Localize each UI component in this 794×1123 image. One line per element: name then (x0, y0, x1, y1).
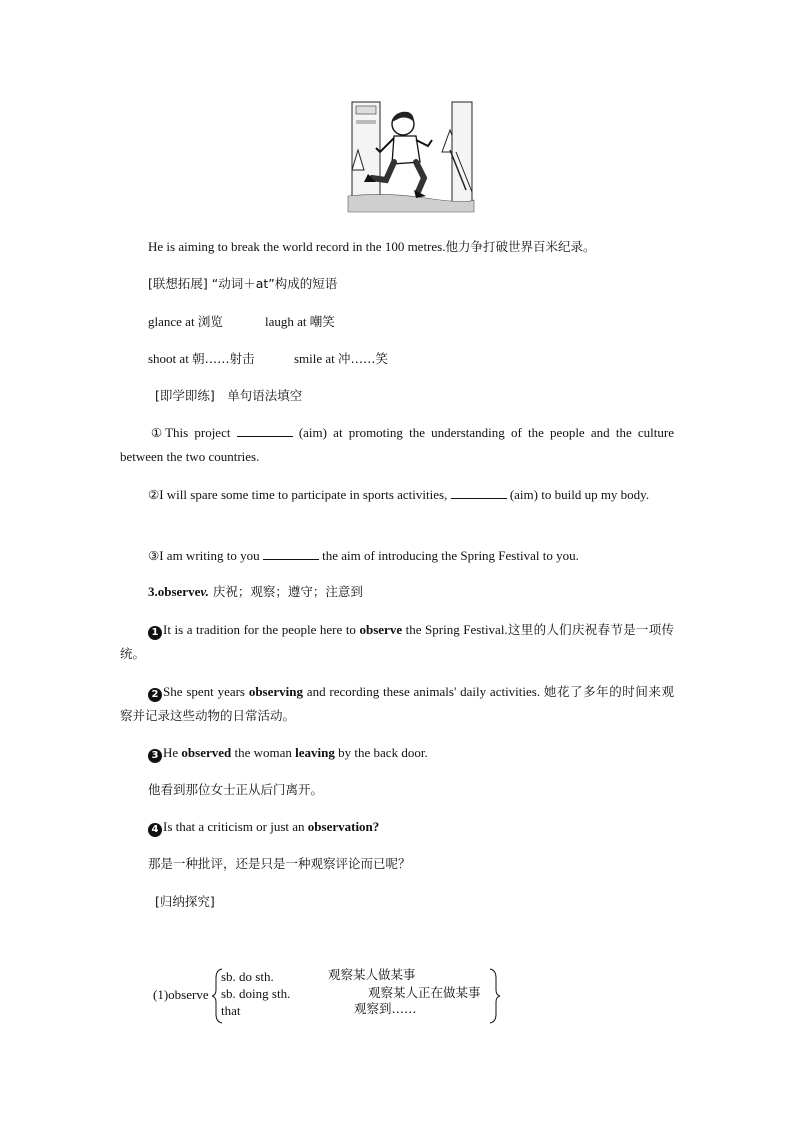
answer-blank[interactable] (263, 547, 319, 560)
right-brace (489, 968, 501, 1024)
answer-blank[interactable] (451, 486, 507, 499)
number-badge: 4 (148, 823, 162, 837)
running-boy-illustration (346, 100, 476, 215)
practice-heading: [即学即练] 单句语法填空 (155, 388, 303, 403)
practice-item-3: ③I am writing to you the aim of introducing the Spring Festival to you. (148, 548, 579, 563)
aim-example-en: He is aiming to break the world record in the 100 metres. (148, 239, 446, 254)
phrase-shoot-at: shoot at 朝……射击 (148, 351, 255, 366)
summary-row-2-en: sb. doing sth. (221, 986, 291, 1001)
summary-row-3-en: that (221, 1003, 241, 1018)
summary-row-3-cn: 观察到…… (354, 1001, 417, 1016)
summary-heading: [归纳探究] (155, 894, 215, 909)
number-badge: 3 (148, 749, 162, 763)
practice-item-2: ②I will spare some time to participate in sports activities, (aim) to build up my body. (148, 487, 650, 502)
summary-lead: (1)observe (153, 987, 209, 1002)
entry-observe-heading: 3.observev. 庆祝；观察；遵守；注意到 (148, 584, 363, 599)
summary-row-2-cn: 观察某人正在做某事 (368, 985, 481, 1000)
observe-example-1: 1 It is a tradition for the people here to observe the Spring Festival.这里的人们庆祝春节是一项传统。 (120, 622, 674, 661)
observe-example-2: 2 She spent years observing and recording these animals' daily activities. 她花了多年的时间来观察并记录这些动物的日常活动。 (120, 684, 674, 723)
observe-example-4-cn: 那是一种批评，还是只是一种观察评论而已呢？ (148, 856, 411, 871)
number-badge: 2 (148, 688, 162, 702)
aim-example-cn: 他力争打破世界百米纪录。 (445, 239, 596, 254)
answer-blank[interactable] (237, 424, 293, 437)
practice-item-1: ①This project (aim) at promoting the understanding of the people and the culture between the two countries. (120, 425, 674, 464)
number-badge: 1 (148, 626, 162, 640)
summary-row-1-cn: 观察某人做某事 (328, 967, 416, 982)
summary-row-1-en: sb. do sth. (221, 969, 274, 984)
aim-example-sentence (148, 238, 596, 256)
observe-example-3: 3 He observed the woman leaving by the back door. (148, 744, 428, 763)
expand-heading: [联想拓展] “动词＋at”构成的短语 (148, 276, 338, 291)
phrase-laugh-at: laugh at 嘲笑 (265, 314, 335, 329)
observe-example-3-cn: 他看到那位女士正从后门离开。 (148, 782, 324, 797)
phrase-glance-at: glance at 浏览 (148, 314, 223, 329)
phrase-smile-at: smile at 冲……笑 (294, 351, 389, 366)
observe-example-4: 4 Is that a criticism or just an observation? (148, 818, 379, 837)
